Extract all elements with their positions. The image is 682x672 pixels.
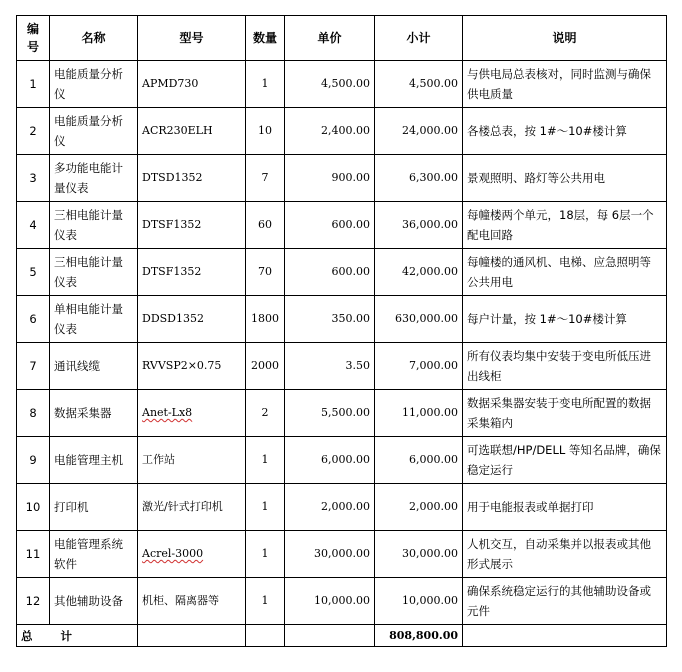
cell-price: 6,000.00 (285, 437, 375, 484)
cell-no: 5 (17, 249, 50, 296)
total-empty-cell (463, 625, 667, 647)
cell-price: 600.00 (285, 202, 375, 249)
cell-model: DTSD1352 (138, 155, 246, 202)
cell-subtotal: 4,500.00 (375, 61, 463, 108)
cell-qty: 1 (246, 578, 285, 625)
cell-no: 9 (17, 437, 50, 484)
cell-no: 3 (17, 155, 50, 202)
table-row (17, 390, 667, 437)
total-row (17, 625, 667, 647)
cell-name: 多功能电能计量仪表 (50, 155, 138, 202)
cell-no: 4 (17, 202, 50, 249)
cell-price: 10,000.00 (285, 578, 375, 625)
cell-subtotal: 6,300.00 (375, 155, 463, 202)
cell-qty: 1 (246, 437, 285, 484)
table-row (17, 249, 667, 296)
cell-name: 三相电能计量仪表 (50, 202, 138, 249)
table-row (17, 343, 667, 390)
cell-name: 单相电能计量仪表 (50, 296, 138, 343)
cell-desc: 用于电能报表或单据打印 (463, 484, 667, 531)
cell-subtotal: 11,000.00 (375, 390, 463, 437)
cell-price: 900.00 (285, 155, 375, 202)
cell-desc: 每幢楼的通风机、电梯、应急照明等公共用电 (463, 249, 667, 296)
header-desc: 说明 (463, 16, 667, 61)
cell-no: 8 (17, 390, 50, 437)
cell-desc: 景观照明、路灯等公共用电 (463, 155, 667, 202)
cell-model (138, 390, 246, 437)
table-row (17, 437, 667, 484)
cell-subtotal: 30,000.00 (375, 531, 463, 578)
cell-qty: 1800 (246, 296, 285, 343)
total-label (17, 625, 138, 647)
cell-subtotal: 6,000.00 (375, 437, 463, 484)
table-header-row (17, 16, 667, 61)
cell-model: 激光/针式打印机 (138, 484, 246, 531)
cell-model: APMD730 (138, 61, 246, 108)
cell-qty: 70 (246, 249, 285, 296)
cell-name: 打印机 (50, 484, 138, 531)
cell-qty: 2 (246, 390, 285, 437)
table-row (17, 296, 667, 343)
cell-price: 3.50 (285, 343, 375, 390)
cell-model (138, 531, 246, 578)
cell-price: 4,500.00 (285, 61, 375, 108)
header-qty: 数量 (246, 16, 285, 61)
table-row (17, 531, 667, 578)
cell-subtotal: 42,000.00 (375, 249, 463, 296)
cell-name: 电能管理系统软件 (50, 531, 138, 578)
equipment-cost-table (16, 15, 667, 647)
header-model: 型号 (138, 16, 246, 61)
cell-desc: 可选联想/HP/DELL 等知名品牌，确保稳定运行 (463, 437, 667, 484)
cell-name: 数据采集器 (50, 390, 138, 437)
cell-desc: 每幢楼两个单元，18层，每 6层一个配电回路 (463, 202, 667, 249)
cell-price: 2,400.00 (285, 108, 375, 155)
cell-no: 12 (17, 578, 50, 625)
table-row (17, 61, 667, 108)
cell-subtotal: 7,000.00 (375, 343, 463, 390)
table-row (17, 155, 667, 202)
cell-name: 电能管理主机 (50, 437, 138, 484)
cell-model: ACR230ELH (138, 108, 246, 155)
cell-subtotal: 630,000.00 (375, 296, 463, 343)
cell-subtotal: 24,000.00 (375, 108, 463, 155)
cell-price: 30,000.00 (285, 531, 375, 578)
cell-desc: 人机交互，自动采集并以报表或其他形式展示 (463, 531, 667, 578)
cell-desc: 每户计量，按 1#～10#楼计算 (463, 296, 667, 343)
cell-model: DTSF1352 (138, 249, 246, 296)
cell-desc: 各楼总表，按 1#～10#楼计算 (463, 108, 667, 155)
cell-no: 1 (17, 61, 50, 108)
table-row (17, 202, 667, 249)
cell-qty: 7 (246, 155, 285, 202)
cell-name: 通讯线缆 (50, 343, 138, 390)
cell-no: 6 (17, 296, 50, 343)
cell-model: 机柜、隔离器等 (138, 578, 246, 625)
cell-desc: 与供电局总表核对，同时监测与确保供电质量 (463, 61, 667, 108)
spellcheck-underlined-model: Acrel-3000 (142, 547, 204, 560)
cell-desc: 数据采集器安装于变电所配置的数据采集箱内 (463, 390, 667, 437)
cell-price: 600.00 (285, 249, 375, 296)
cell-model: RVVSP2×0.75 (138, 343, 246, 390)
table-row (17, 108, 667, 155)
cell-no: 7 (17, 343, 50, 390)
cell-qty: 10 (246, 108, 285, 155)
total-empty-cell (285, 625, 375, 647)
cell-price: 2,000.00 (285, 484, 375, 531)
cell-subtotal: 10,000.00 (375, 578, 463, 625)
cell-qty: 1 (246, 61, 285, 108)
cell-name: 电能质量分析仪 (50, 108, 138, 155)
cell-name: 三相电能计量仪表 (50, 249, 138, 296)
cell-subtotal: 2,000.00 (375, 484, 463, 531)
cell-qty: 1 (246, 484, 285, 531)
cell-name: 其他辅助设备 (50, 578, 138, 625)
cell-subtotal: 36,000.00 (375, 202, 463, 249)
cell-model: 工作站 (138, 437, 246, 484)
total-label-part-1: 总 (21, 628, 33, 643)
header-name: 名称 (50, 16, 138, 61)
header-subtotal: 小计 (375, 16, 463, 61)
cell-qty: 1 (246, 531, 285, 578)
cell-name: 电能质量分析仪 (50, 61, 138, 108)
header-price: 单价 (285, 16, 375, 61)
header-no: 编号 (17, 16, 50, 61)
cell-desc: 所有仪表均集中安装于变电所低压进出线柜 (463, 343, 667, 390)
total-empty-cell (138, 625, 246, 647)
cell-price: 350.00 (285, 296, 375, 343)
cell-qty: 60 (246, 202, 285, 249)
total-label-part-2: 计 (60, 628, 72, 643)
cell-no: 2 (17, 108, 50, 155)
total-empty-cell (246, 625, 285, 647)
cell-no: 11 (17, 531, 50, 578)
cell-qty: 2000 (246, 343, 285, 390)
cell-desc: 确保系统稳定运行的其他辅助设备或元件 (463, 578, 667, 625)
total-value: 808,800.00 (375, 625, 463, 647)
cell-price: 5,500.00 (285, 390, 375, 437)
table-row (17, 484, 667, 531)
cell-model: DDSD1352 (138, 296, 246, 343)
cell-no: 10 (17, 484, 50, 531)
table-row (17, 578, 667, 625)
spellcheck-underlined-model: Anet-Lx8 (142, 406, 193, 419)
cell-model: DTSF1352 (138, 202, 246, 249)
